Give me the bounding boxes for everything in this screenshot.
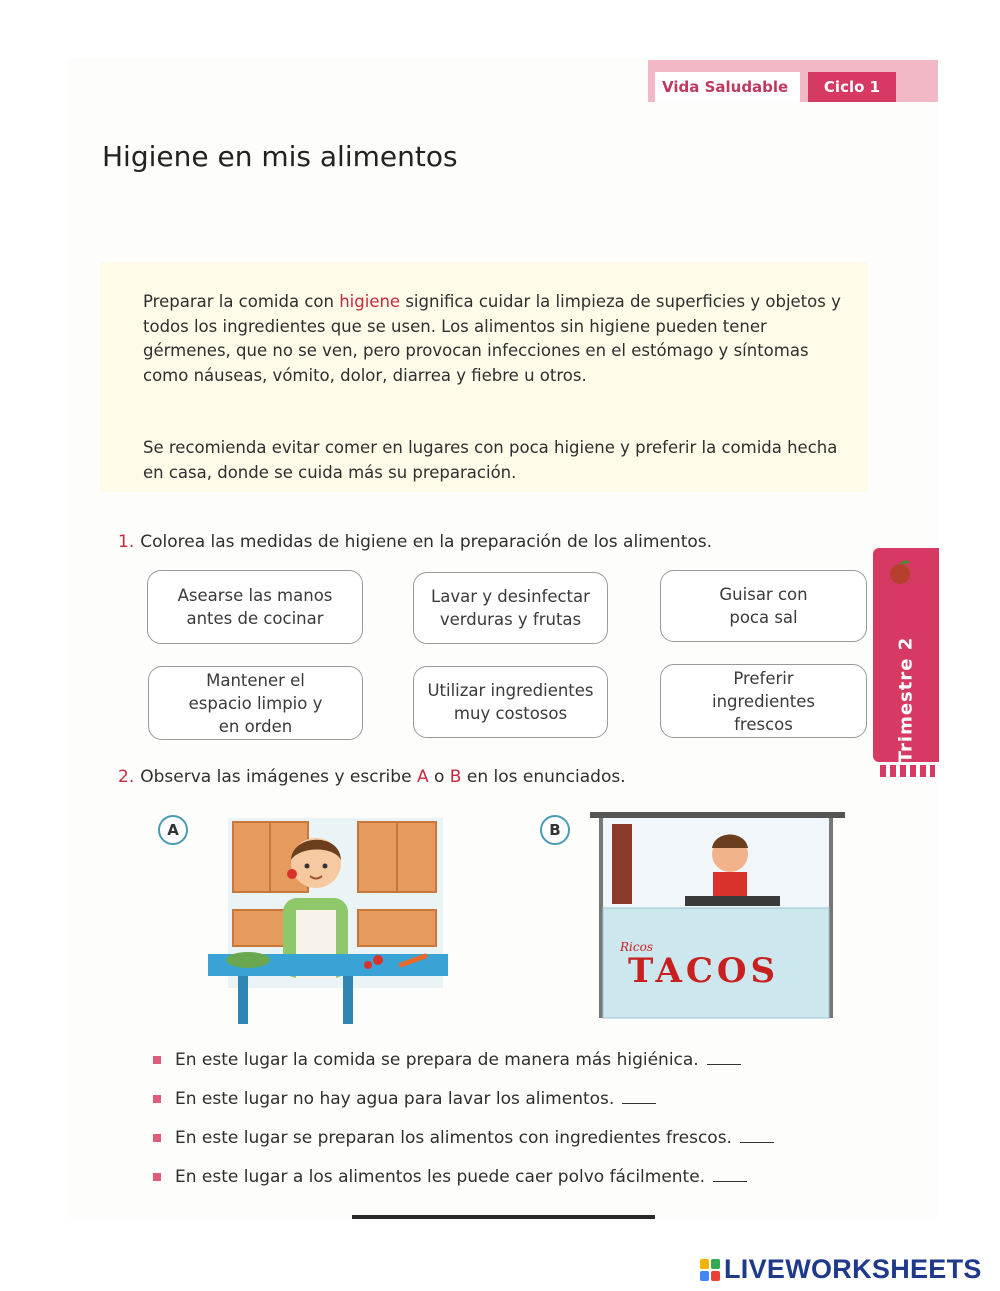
intro-paragraph-1: Preparar la comida con higiene significa cuidar la limpieza de superficies y objetos y todos los ingredientes que se usen. Los alimentos sin higiene pueden tener gérmenes, que no se ven, pero provocan infecciones en el estómago y síntomas como náuseas, vómito, dolor, diarrea y fiebre u otros. — [143, 292, 841, 385]
hygiene-option[interactable]: Preferir ingredientes frescos — [660, 664, 867, 738]
brand-name: LIVEWORKSHEETS — [724, 1254, 982, 1284]
hygiene-option[interactable]: Guisar con poca sal — [660, 570, 867, 642]
answer-blank[interactable] — [713, 1181, 747, 1182]
tab-stripes — [880, 765, 935, 777]
apple-icon — [886, 558, 914, 586]
taco-stand-illustration — [585, 812, 850, 1024]
subject-label: Vida Saludable — [662, 78, 789, 96]
intro-paragraph-2: Se recomienda evitar comer en lugares con poca higiene y preferir la comida hecha en casa, donde se cuida más su preparación. — [143, 438, 838, 482]
liveworksheets-logo[interactable] — [700, 1254, 982, 1285]
highlight-word: higiene — [339, 292, 401, 311]
stand-sign: TACOS — [628, 951, 780, 991]
statement-row: En este lugar se preparan los alimentos con ingredientes frescos. — [153, 1128, 774, 1148]
answer-blank[interactable] — [707, 1064, 741, 1065]
statement-row: En este lugar a los alimentos les puede caer polvo fácilmente. — [153, 1167, 747, 1187]
page-bottom-line — [352, 1215, 655, 1219]
answer-blank[interactable] — [740, 1142, 774, 1143]
page-title: Higiene en mis alimentos — [102, 140, 458, 173]
statement-row: En este lugar no hay agua para lavar los alimentos. — [153, 1089, 656, 1109]
hygiene-option[interactable]: Lavar y desinfectar verduras y frutas — [413, 572, 608, 644]
question-2: 2. Observa las imágenes y escribe A o B en los enunciados. — [118, 767, 626, 787]
hygiene-option[interactable]: Asearse las manos antes de cocinar — [147, 570, 363, 644]
hygiene-option[interactable]: Mantener el espacio limpio y en orden — [148, 666, 363, 740]
cycle-badge: Ciclo 1 — [808, 72, 896, 102]
statement-row: En este lugar la comida se prepara de manera más higiénica. — [153, 1050, 741, 1070]
trimester-label: Trimestre 2 — [895, 636, 917, 764]
image-b-badge: B — [540, 815, 570, 845]
question-1: 1. Colorea las medidas de higiene en la preparación de los alimentos. — [118, 532, 713, 552]
image-a-badge: A — [158, 815, 188, 845]
kitchen-illustration — [208, 818, 448, 1024]
logo-icon — [700, 1259, 720, 1281]
answer-blank[interactable] — [622, 1103, 656, 1104]
hygiene-option[interactable]: Utilizar ingredientes muy costosos — [413, 666, 608, 738]
stand-sign-small: Ricos — [620, 940, 653, 954]
